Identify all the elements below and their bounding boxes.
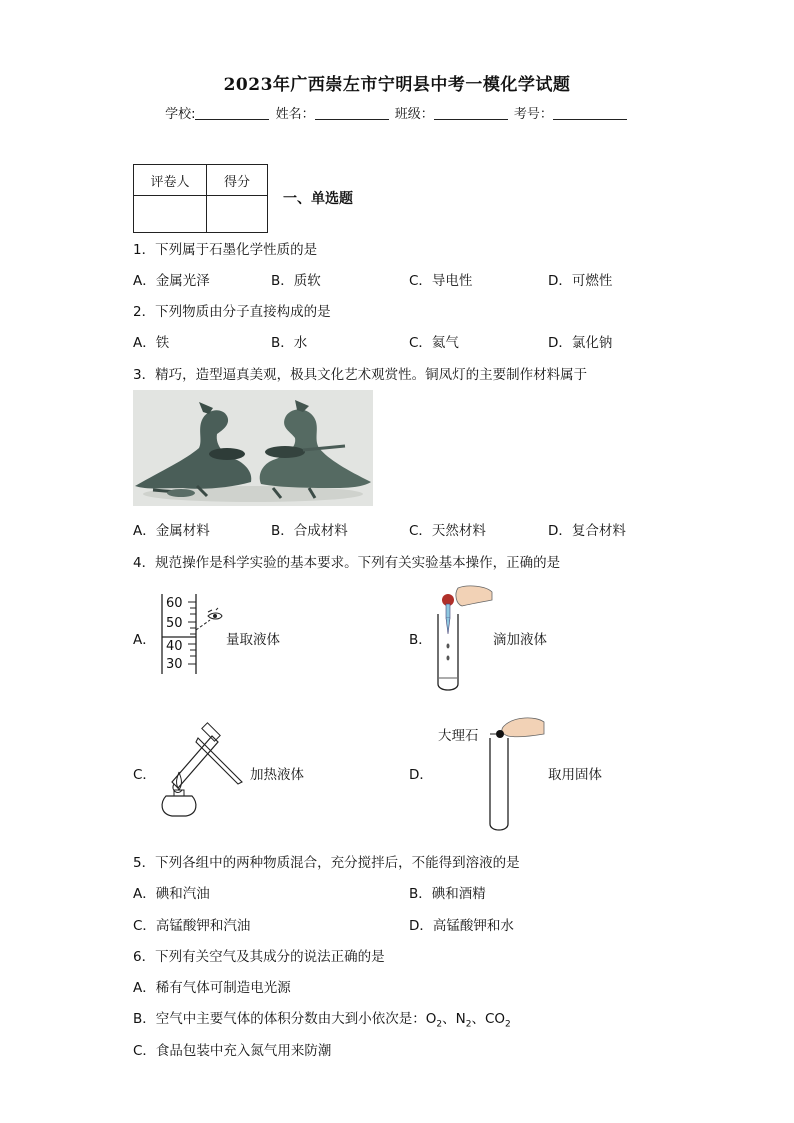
cylinder-tick-60: 60 <box>166 596 183 611</box>
cylinder-tick-40: 40 <box>166 639 183 654</box>
q6-option-c: C．食品包装中充入氮气用来防潮 <box>133 1043 332 1059</box>
bronze-phoenix-lamp-photo <box>133 390 373 506</box>
q5-option-a: A．碘和汽油 <box>133 886 210 902</box>
q6-option-a: A．稀有气体可制造电光源 <box>133 980 291 996</box>
q4-option-a: A． <box>133 632 156 648</box>
score-table <box>133 164 268 233</box>
q1-option-c: C．导电性 <box>409 273 473 289</box>
q3-option-d: D．复合材料 <box>548 523 626 539</box>
q6-sub-1: 2 <box>436 1019 443 1030</box>
q4-option-c: C． <box>133 767 156 783</box>
q5-option-c: C．高锰酸钾和汽油 <box>133 918 251 934</box>
marble-label: 大理石 <box>438 728 479 744</box>
reviewer-header: 评卷人 <box>134 165 207 196</box>
class-label: 班级： <box>394 107 434 122</box>
student-info-line <box>0 103 794 122</box>
q6-option-b-text: B．空气中主要气体的体积分数由大到小依次是：O <box>133 1011 437 1027</box>
q4-caption-a: 量取液体 <box>226 632 280 648</box>
q2-option-b: B．水 <box>271 335 308 351</box>
q6-formula-part-2: 、CO <box>471 1011 506 1027</box>
question-4-stem: 4．规范操作是科学实验的基本要求。下列有关实验基本操作，正确的是 <box>133 555 561 571</box>
q1-option-d: D．可燃性 <box>548 273 613 289</box>
q5-option-b: B．碘和酒精 <box>409 886 486 902</box>
q1-option-a: A．金属光泽 <box>133 273 210 289</box>
school-label: 学校: <box>165 107 196 122</box>
page-title: 2023年广西崇左市宁明县中考一模化学试题 <box>223 75 571 95</box>
q6-sub-3: 2 <box>505 1019 511 1030</box>
q3-option-c: C．天然材料 <box>409 523 486 539</box>
q6-sub-2: 2 <box>465 1019 472 1030</box>
q2-option-c: C．氦气 <box>409 335 459 351</box>
dropper-test-tube-diagram <box>428 584 498 694</box>
cylinder-tick-30: 30 <box>166 657 183 672</box>
q2-option-d: D．氯化钠 <box>548 335 613 351</box>
school-blank <box>195 105 269 120</box>
class-blank <box>434 105 508 120</box>
cylinder-tick-50: 50 <box>166 616 183 631</box>
q3-option-b: B．合成材料 <box>271 523 348 539</box>
name-blank <box>315 105 389 120</box>
q4-option-d: D． <box>409 767 433 783</box>
q6-formula-part-1: 、N <box>442 1011 466 1027</box>
question-2-stem: 2．下列物质由分子直接构成的是 <box>133 304 331 320</box>
reviewer-cell <box>134 196 207 233</box>
name-label: 姓名： <box>275 107 315 122</box>
q5-option-d: D．高锰酸钾和水 <box>409 918 514 934</box>
question-5-stem: 5．下列各组中的两种物质混合，充分搅拌后，不能得到溶液的是 <box>133 855 520 871</box>
question-3-stem: 3．精巧，造型逼真美观，极具文化艺术观赏性。铜凤灯的主要制作材料属于 <box>133 367 588 383</box>
score-cell <box>207 196 268 233</box>
q1-option-b: B．质软 <box>271 273 321 289</box>
q2-option-a: A．铁 <box>133 335 170 351</box>
number-blank <box>553 105 627 120</box>
section-title: 一、单选题 <box>283 191 353 207</box>
q4-caption-b: 滴加液体 <box>493 632 547 648</box>
question-6-stem: 6．下列有关空气及其成分的说法正确的是 <box>133 949 385 965</box>
q4-caption-d: 取用固体 <box>548 767 602 783</box>
q4-caption-c: 加热液体 <box>250 767 304 783</box>
q3-option-a: A．金属材料 <box>133 523 210 539</box>
graduated-cylinder-diagram <box>150 590 230 680</box>
question-1-stem: 1．下列属于石墨化学性质的是 <box>133 242 318 258</box>
number-label: 考号： <box>513 107 553 122</box>
heating-liquid-diagram <box>152 722 252 822</box>
marble-test-tube-diagram <box>480 712 550 834</box>
score-header: 得分 <box>207 165 268 196</box>
q4-option-b: B． <box>409 632 432 648</box>
q6-option-b <box>133 1007 511 1030</box>
